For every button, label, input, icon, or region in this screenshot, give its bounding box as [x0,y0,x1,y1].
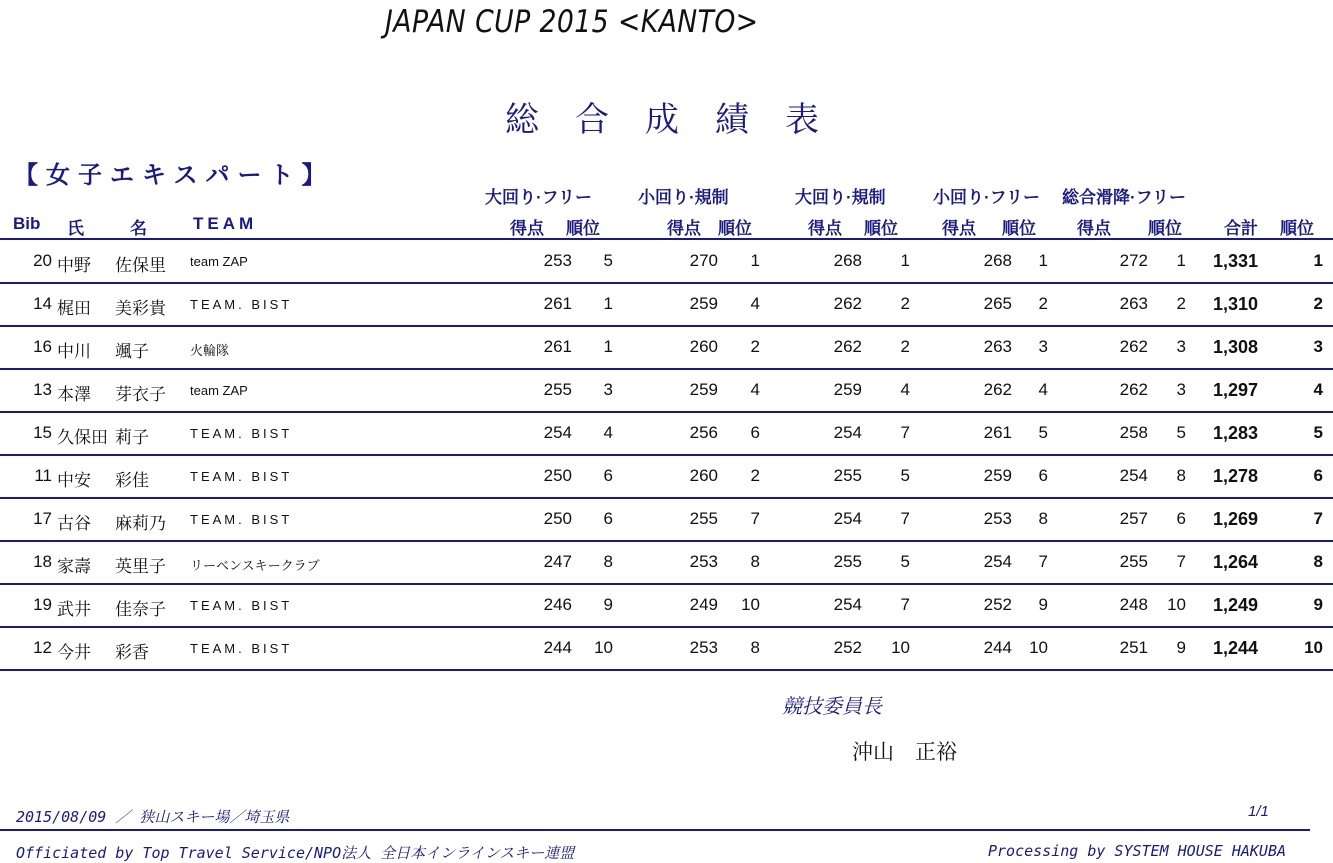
cell-rank-2: 8 [750,638,760,657]
event-heading-1: 大回り·フリー [485,188,592,207]
cell-score-3: 255 [833,466,862,485]
table-row [0,542,1333,585]
cell-rank-4: 4 [1038,380,1048,399]
cell-rank-1: 3 [603,380,613,399]
cell-rank-2: 7 [750,509,760,528]
cell-score-5: 251 [1119,638,1148,657]
cell-bib: 19 [33,595,52,614]
category-heading: 【女子エキスパート】 [14,161,334,189]
cell-score-3: 254 [833,423,862,442]
cell-family-name: 中安 [57,471,91,490]
cell-total: 1,264 [1212,552,1258,572]
cell-rank-1: 6 [603,509,613,528]
cell-rank-1: 10 [594,638,613,657]
cell-score-5: 248 [1119,595,1148,614]
cell-rank-5: 10 [1167,595,1186,614]
cell-score-5: 272 [1119,251,1148,270]
cell-score-2: 260 [689,337,718,356]
cell-rank-4: 8 [1038,509,1048,528]
cell-given-name: 颯子 [115,342,149,361]
cell-rank-3: 5 [900,552,910,571]
header-score-5: 得点 [1077,219,1111,238]
cell-rank-4: 3 [1038,337,1048,356]
cell-score-1: 253 [543,251,572,270]
cell-total: 1,283 [1212,423,1258,443]
cell-rank-5: 3 [1176,380,1186,399]
cell-team: TEAM. BIST [190,598,293,613]
cell-team: TEAM. BIST [190,641,293,656]
footer-page-number: 1/1 [1248,803,1269,820]
cell-rank-2: 4 [750,294,760,313]
cell-family-name: 本澤 [57,385,91,404]
cell-given-name: 美彩貴 [115,299,166,318]
cell-rank-3: 1 [900,251,910,270]
cell-total: 1,297 [1212,380,1258,400]
cell-bib: 15 [33,423,52,442]
cell-score-4: 252 [983,595,1012,614]
cell-score-3: 259 [833,380,862,399]
cell-score-5: 257 [1119,509,1148,528]
cell-score-5: 255 [1119,552,1148,571]
cell-rank-2: 1 [750,251,760,270]
header-total: 合計 [1224,219,1258,238]
cell-score-4: 261 [983,423,1012,442]
cell-total: 1,308 [1212,337,1258,357]
cell-rank-4: 5 [1038,423,1048,442]
cell-rank-3: 7 [900,509,910,528]
cell-score-4: 265 [983,294,1012,313]
cell-rank-5: 3 [1176,337,1186,356]
cell-team: team ZAP [190,254,248,269]
cell-total-rank: 4 [1313,380,1323,399]
event-heading-4: 小回り·フリー [933,188,1040,207]
header-divider [0,238,1333,240]
cell-team: 火輪隊 [190,343,230,358]
cell-score-3: 255 [833,552,862,571]
cell-score-4: 262 [983,380,1012,399]
cell-score-5: 258 [1119,423,1148,442]
cell-score-4: 259 [983,466,1012,485]
cell-total: 1,331 [1212,251,1258,271]
cell-given-name: 莉子 [115,428,149,447]
header-score-3: 得点 [808,219,842,238]
cell-score-2: 253 [689,638,718,657]
footer-processing: Processing by SYSTEM HOUSE HAKUBA [988,842,1287,860]
cell-rank-4: 6 [1038,466,1048,485]
cell-family-name: 梶田 [57,299,91,318]
cell-rank-5: 6 [1176,509,1186,528]
table-row [0,628,1333,671]
header-given-name: 名 [130,219,147,238]
cell-score-2: 259 [689,380,718,399]
cell-rank-1: 5 [603,251,613,270]
cell-total-rank: 5 [1313,423,1323,442]
cell-total-rank: 2 [1313,294,1323,313]
table-row [0,327,1333,370]
event-heading-2: 小回り·規制 [638,188,729,207]
cell-rank-2: 4 [750,380,760,399]
cell-score-4: 244 [983,638,1012,657]
cell-bib: 12 [33,638,52,657]
cell-bib: 18 [33,552,52,571]
cell-total-rank: 6 [1313,466,1323,485]
cell-bib: 14 [33,294,52,313]
cell-score-2: 249 [689,595,718,614]
cell-bib: 17 [33,509,52,528]
cell-given-name: 彩香 [115,643,149,662]
cell-rank-1: 1 [603,294,613,313]
cell-rank-1: 6 [603,466,613,485]
cell-rank-3: 7 [900,595,910,614]
cell-score-5: 263 [1119,294,1148,313]
header-family-name: 氏 [67,219,84,238]
cell-total: 1,310 [1212,294,1258,314]
cell-total-rank: 3 [1313,337,1323,356]
cell-total: 1,278 [1212,466,1258,486]
cell-score-3: 254 [833,595,862,614]
header-rank-5: 順位 [1148,219,1182,238]
cell-rank-3: 2 [900,294,910,313]
cell-given-name: 芽衣子 [115,385,166,404]
cell-score-4: 254 [983,552,1012,571]
cell-score-3: 262 [833,294,862,313]
cell-family-name: 武井 [57,600,91,619]
table-row [0,370,1333,413]
cell-team: team ZAP [190,383,248,398]
cell-score-1: 255 [543,380,572,399]
table-row [0,284,1333,327]
header-bib: Bib [13,214,41,233]
cell-rank-4: 2 [1038,294,1048,313]
cell-rank-3: 10 [891,638,910,657]
cell-rank-5: 1 [1176,251,1186,270]
cell-score-1: 261 [543,294,572,313]
cell-score-2: 270 [689,251,718,270]
cell-family-name: 古谷 [57,514,91,533]
cell-score-2: 259 [689,294,718,313]
event-heading-3: 大回り·規制 [795,188,886,207]
cell-rank-4: 9 [1038,595,1048,614]
cell-family-name: 中川 [57,342,91,361]
cell-given-name: 佐保里 [115,256,166,275]
cell-total: 1,269 [1212,509,1258,529]
cell-score-1: 250 [543,509,572,528]
table-row [0,413,1333,456]
cell-rank-4: 1 [1038,251,1048,270]
cell-total-rank: 1 [1313,251,1323,270]
footer-divider [0,829,1310,831]
cell-rank-1: 8 [603,552,613,571]
table-row [0,241,1333,284]
cell-given-name: 彩佳 [115,471,149,490]
cell-score-3: 262 [833,337,862,356]
cell-total-rank: 7 [1313,509,1323,528]
cell-score-2: 255 [689,509,718,528]
cell-team: TEAM. BIST [190,297,293,312]
cell-score-5: 262 [1119,337,1148,356]
header-score-4: 得点 [942,219,976,238]
header-rank-4: 順位 [1002,219,1036,238]
cell-score-5: 262 [1119,380,1148,399]
cell-family-name: 久保田 [57,428,108,447]
cell-rank-1: 4 [603,423,613,442]
header-team: TEAM [193,214,258,233]
cell-total-rank: 9 [1313,595,1323,614]
document-subtitle: 総合成績表 [505,100,855,140]
cell-total-rank: 8 [1313,552,1323,571]
header-score-2: 得点 [667,219,701,238]
cell-team: TEAM. BIST [190,426,293,441]
header-rank-2: 順位 [718,219,752,238]
cell-score-1: 254 [543,423,572,442]
cell-total: 1,249 [1212,595,1258,615]
header-rank-3: 順位 [864,219,898,238]
cell-bib: 20 [33,251,52,270]
cell-score-3: 252 [833,638,862,657]
cell-rank-4: 7 [1038,552,1048,571]
cell-score-4: 268 [983,251,1012,270]
cell-family-name: 今井 [57,643,91,662]
cell-rank-2: 2 [750,337,760,356]
cell-rank-1: 9 [603,595,613,614]
row-divider [0,669,1333,671]
footer-date-venue: 2015/08/09 ／ 狭山スキー場／埼玉県 [16,808,290,826]
header-score-1: 得点 [510,219,544,238]
cell-team: リーベンスキークラブ [190,558,320,573]
cell-score-1: 250 [543,466,572,485]
cell-family-name: 中野 [57,256,91,275]
page-title: JAPAN CUP 2015 <KANTO> [385,4,759,40]
cell-rank-2: 10 [741,595,760,614]
cell-rank-5: 5 [1176,423,1186,442]
cell-given-name: 佳奈子 [115,600,166,619]
cell-rank-4: 10 [1029,638,1048,657]
cell-score-1: 244 [543,638,572,657]
table-row [0,585,1333,628]
header-rank-1: 順位 [566,219,600,238]
cell-rank-1: 1 [603,337,613,356]
table-row [0,456,1333,499]
cell-total: 1,244 [1212,638,1258,658]
cell-rank-3: 2 [900,337,910,356]
cell-rank-3: 5 [900,466,910,485]
cell-team: TEAM. BIST [190,512,293,527]
event-heading-5: 総合滑降·フリー [1062,188,1186,207]
cell-score-1: 261 [543,337,572,356]
cell-rank-5: 2 [1176,294,1186,313]
cell-score-1: 246 [543,595,572,614]
cell-score-2: 260 [689,466,718,485]
cell-rank-5: 9 [1176,638,1186,657]
signature-role: 競技委員長 [782,696,882,718]
cell-score-4: 253 [983,509,1012,528]
signature-name: 沖山 正裕 [852,741,957,764]
cell-rank-2: 6 [750,423,760,442]
cell-score-2: 256 [689,423,718,442]
cell-score-4: 263 [983,337,1012,356]
cell-rank-2: 8 [750,552,760,571]
cell-rank-5: 8 [1176,466,1186,485]
cell-bib: 16 [33,337,52,356]
cell-given-name: 麻莉乃 [115,514,166,533]
table-row [0,499,1333,542]
cell-rank-3: 4 [900,380,910,399]
cell-score-5: 254 [1119,466,1148,485]
cell-score-3: 254 [833,509,862,528]
cell-rank-3: 7 [900,423,910,442]
cell-given-name: 英里子 [115,557,166,576]
cell-score-1: 247 [543,552,572,571]
cell-score-3: 268 [833,251,862,270]
cell-rank-2: 2 [750,466,760,485]
cell-bib: 13 [33,380,52,399]
cell-bib: 11 [34,466,52,485]
cell-family-name: 家壽 [57,557,91,576]
cell-total-rank: 10 [1304,638,1323,657]
footer-officiated: Officiated by Top Travel Service/NPO法人 全日本インラインスキー連盟 [16,844,575,862]
header-total-rank: 順位 [1280,219,1314,238]
cell-rank-5: 7 [1176,552,1186,571]
cell-team: TEAM. BIST [190,469,293,484]
cell-score-2: 253 [689,552,718,571]
